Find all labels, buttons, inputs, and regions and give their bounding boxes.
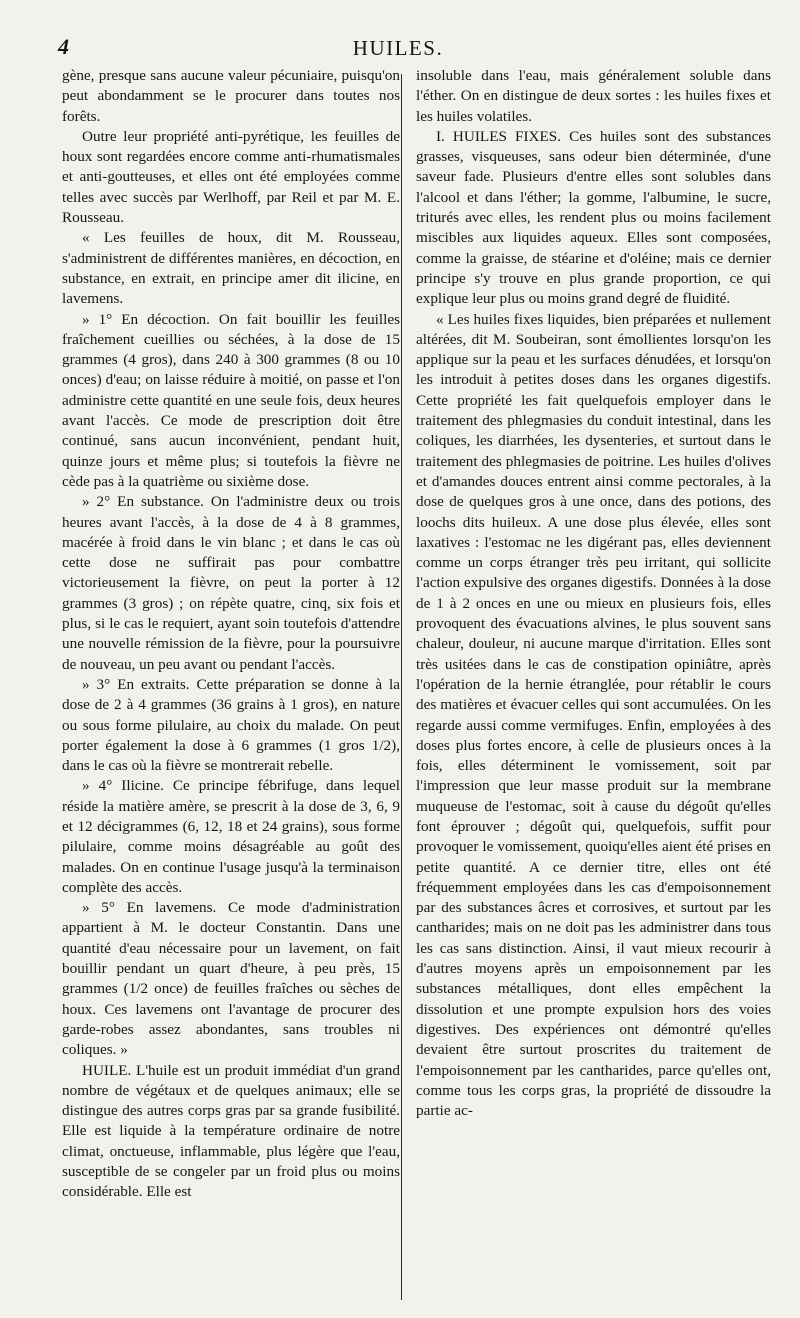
paragraph: I. HUILES FIXES. Ces huiles sont des substances grasses, visqueuses, sans odeur bien déterminée, d'une saveur fade. Plusieurs d'entre elles sont solubles dans l'alcool et dans l'éther; la gomme, l'albumine, le sucre, triturés avec elles, les rendent plus ou moins facilement miscibles aux liquides aqueux. Elles sont composées, comme la graisse, de stéarine et d'oléine; mais ce dernier principe s'y trouve en plus grande proportion, ce qui explique leur plus ou moins grand degré de fluidité.: [416, 127, 771, 308]
page-header: [54, 34, 742, 62]
page-number: 4: [58, 34, 69, 59]
right-column: [416, 66, 771, 1121]
paragraph: insoluble dans l'eau, mais généralement soluble dans l'éther. On en distingue de deux sortes : les huiles fixes et les huiles volatiles.: [416, 67, 771, 125]
paragraph: » 1° En décoction. On fait bouillir les feuilles fraîchement cueillies ou séchées, à la dose de 15 grammes (4 gros), dans 240 à 300 grammes (8 ou 10 onces) d'eau; on laisse réduire à moitié, on passe et l'on administre cette quantité en une seule fois, deux heures avant l'accès. Ce mode de prescription doit être continué, sans aucun inconvénient, pendant huit, quinze jours et même plus; si toutefois la fièvre ne cède pas à la quatrième ou sixième dose.: [62, 310, 400, 490]
running-title: HUILES.: [352, 36, 444, 60]
paragraph: HUILE. L'huile est un produit immédiat d'un grand nombre de végétaux et de quelques animaux; elle se distingue des autres corps gras par sa grande fusibilité. Elle est liquide à la température ordinaire de notre climat, onctueuse, inflammable, plus légère que l'eau, susceptible de se congeler par un froid plus ou moins considérable. Elle est: [62, 1061, 400, 1201]
paragraph: » 5° En lavemens. Ce mode d'administration appartient à M. le docteur Constantin. Dans une quantité d'eau nécessaire pour un lavement, on fait bouillir pendant un quart d'heure, à peu près, 15 grammes (1/2 once) de feuilles fraîches ou sèches de houx. Ces lavemens ont l'avantage de procurer des garde-robes assez abondantes, sans troubles ni coliques. »: [62, 899, 400, 1059]
paragraph: » 4° Ilicine. Ce principe fébrifuge, dans lequel réside la matière amère, se prescrit à la dose de 3, 6, 9 et 12 décigrammes (6, 12, 18 et 24 grains), sous forme pilulaire, comme moins désagréable au goût des malades. On en continue l'usage jusqu'à la terminaison complète des accès.: [62, 777, 400, 896]
column-divider: [401, 74, 402, 1300]
paragraph: Outre leur propriété anti-pyrétique, les feuilles de houx sont regardées encore comme anti-rhumatismales et anti-goutteuses, et elles ont été employées comme telles avec succès par Werlhoff, par Reil et par M. E. Rousseau.: [62, 127, 400, 227]
paragraph: » 2° En substance. On l'administre deux ou trois heures avant l'accès, à la dose de 4 à 8 grammes, macérée à froid dans le vin blanc ; et dans le cas où cette dose ne suffirait pas pour combattre victorieusement la fièvre, on peut la porter à 12 grammes (3 gros) ; on répète quatre, cinq, six fois et plus, si le cas le requiert, ayant soin toutefois d'attendre une nouvelle rémission de la fièvre, pour la poursuivre de nouveau, un peu avant ou pendant l'accès.: [62, 493, 400, 673]
paragraph: « Les feuilles de houx, dit M. Rousseau, s'administrent de différentes manières, en décoction, en substance, en extrait, en principe amer dit ilicine, en lavemens.: [62, 229, 400, 308]
left-column: [62, 66, 400, 1203]
paragraph: » 3° En extraits. Cette préparation se donne à la dose de 2 à 4 grammes (36 grains à 1 gros), en nature ou sous forme pilulaire, au choix du malade. On peut porter également la dose à 6 grammes (1 gros 1/2), dans le cas où la fièvre se montrerait rebelle.: [62, 675, 400, 775]
paragraph: gène, presque sans aucune valeur pécuniaire, puisqu'on peut abondamment se le procurer dans toutes nos forêts.: [62, 67, 400, 125]
paragraph: « Les huiles fixes liquides, bien préparées et nullement altérées, dit M. Soubeiran, sont émollientes lorsqu'on les applique sur la peau et les surfaces dénudées, et lorsqu'on les introduit à petites doses dans les organes digestifs. Cette propriété les fait quelquefois employer dans le traitement des phlegmasies du conduit intestinal, dans les coliques, les diarrhées, les dysenteries, et surtout dans le traitement des phlegmasies de poitrine. Les huiles d'olives et d'amandes douces entrent ainsi comme pectorales, à la dose de quelques gros à une once, dans des potions, des loochs dits huileux. A une dose plus élevée, elles sont laxatives : l'estomac ne les digérant pas, elles deviennent comme un corps étranger très peu irritant, qui sollicite l'action expulsive des organes digestifs. Données à la dose de 1 à 2 onces en une ou mieux en plusieurs fois, elles provoquent des évacuations alvines, le plus souvent sans chaleur, douleur, ni aucune marque d'irritation. Elles sont très usitées dans le cas de constipation opiniâtre, après l'opération de la hernie étranglée, pour rétablir le cours des matières et évacuer celles qui sont accumulées. On les regarde aussi comme vermifuges. Enfin, employées à des doses plus fortes encore, à celle de plusieurs onces à la fois, elles déterminent le vomissement, soit par l'impression que leur masse produit sur la membrane muqueuse de l'estomac, soit à cause du dégoût qu'elles font éprouver ; dégoût qui, quelquefois, suffit pour provoquer le vomissement, quoiqu'elles aient été prises en petite quantité. A ce dernier titre, elles ont été fréquemment employées dans les cas d'empoisonnement par des substances âcres et corrosives, et surtout par les cantharides; mais on ne doit pas les administrer dans tous les cas sans distinction. Ainsi, il vaut mieux recourir à d'autres moyens après un empoisonnement par les substances métalliques, dont elles empêchent la dissolution et une prompte expulsion hors des voies digestives. Des expériences ont démontré qu'elles devaient être surtout proscrites du traitement de l'empoisonnement par les cantharides, parce qu'elles ont, comme tous les corps gras, la propriété de dissoudre la partie ac-: [416, 310, 771, 1120]
